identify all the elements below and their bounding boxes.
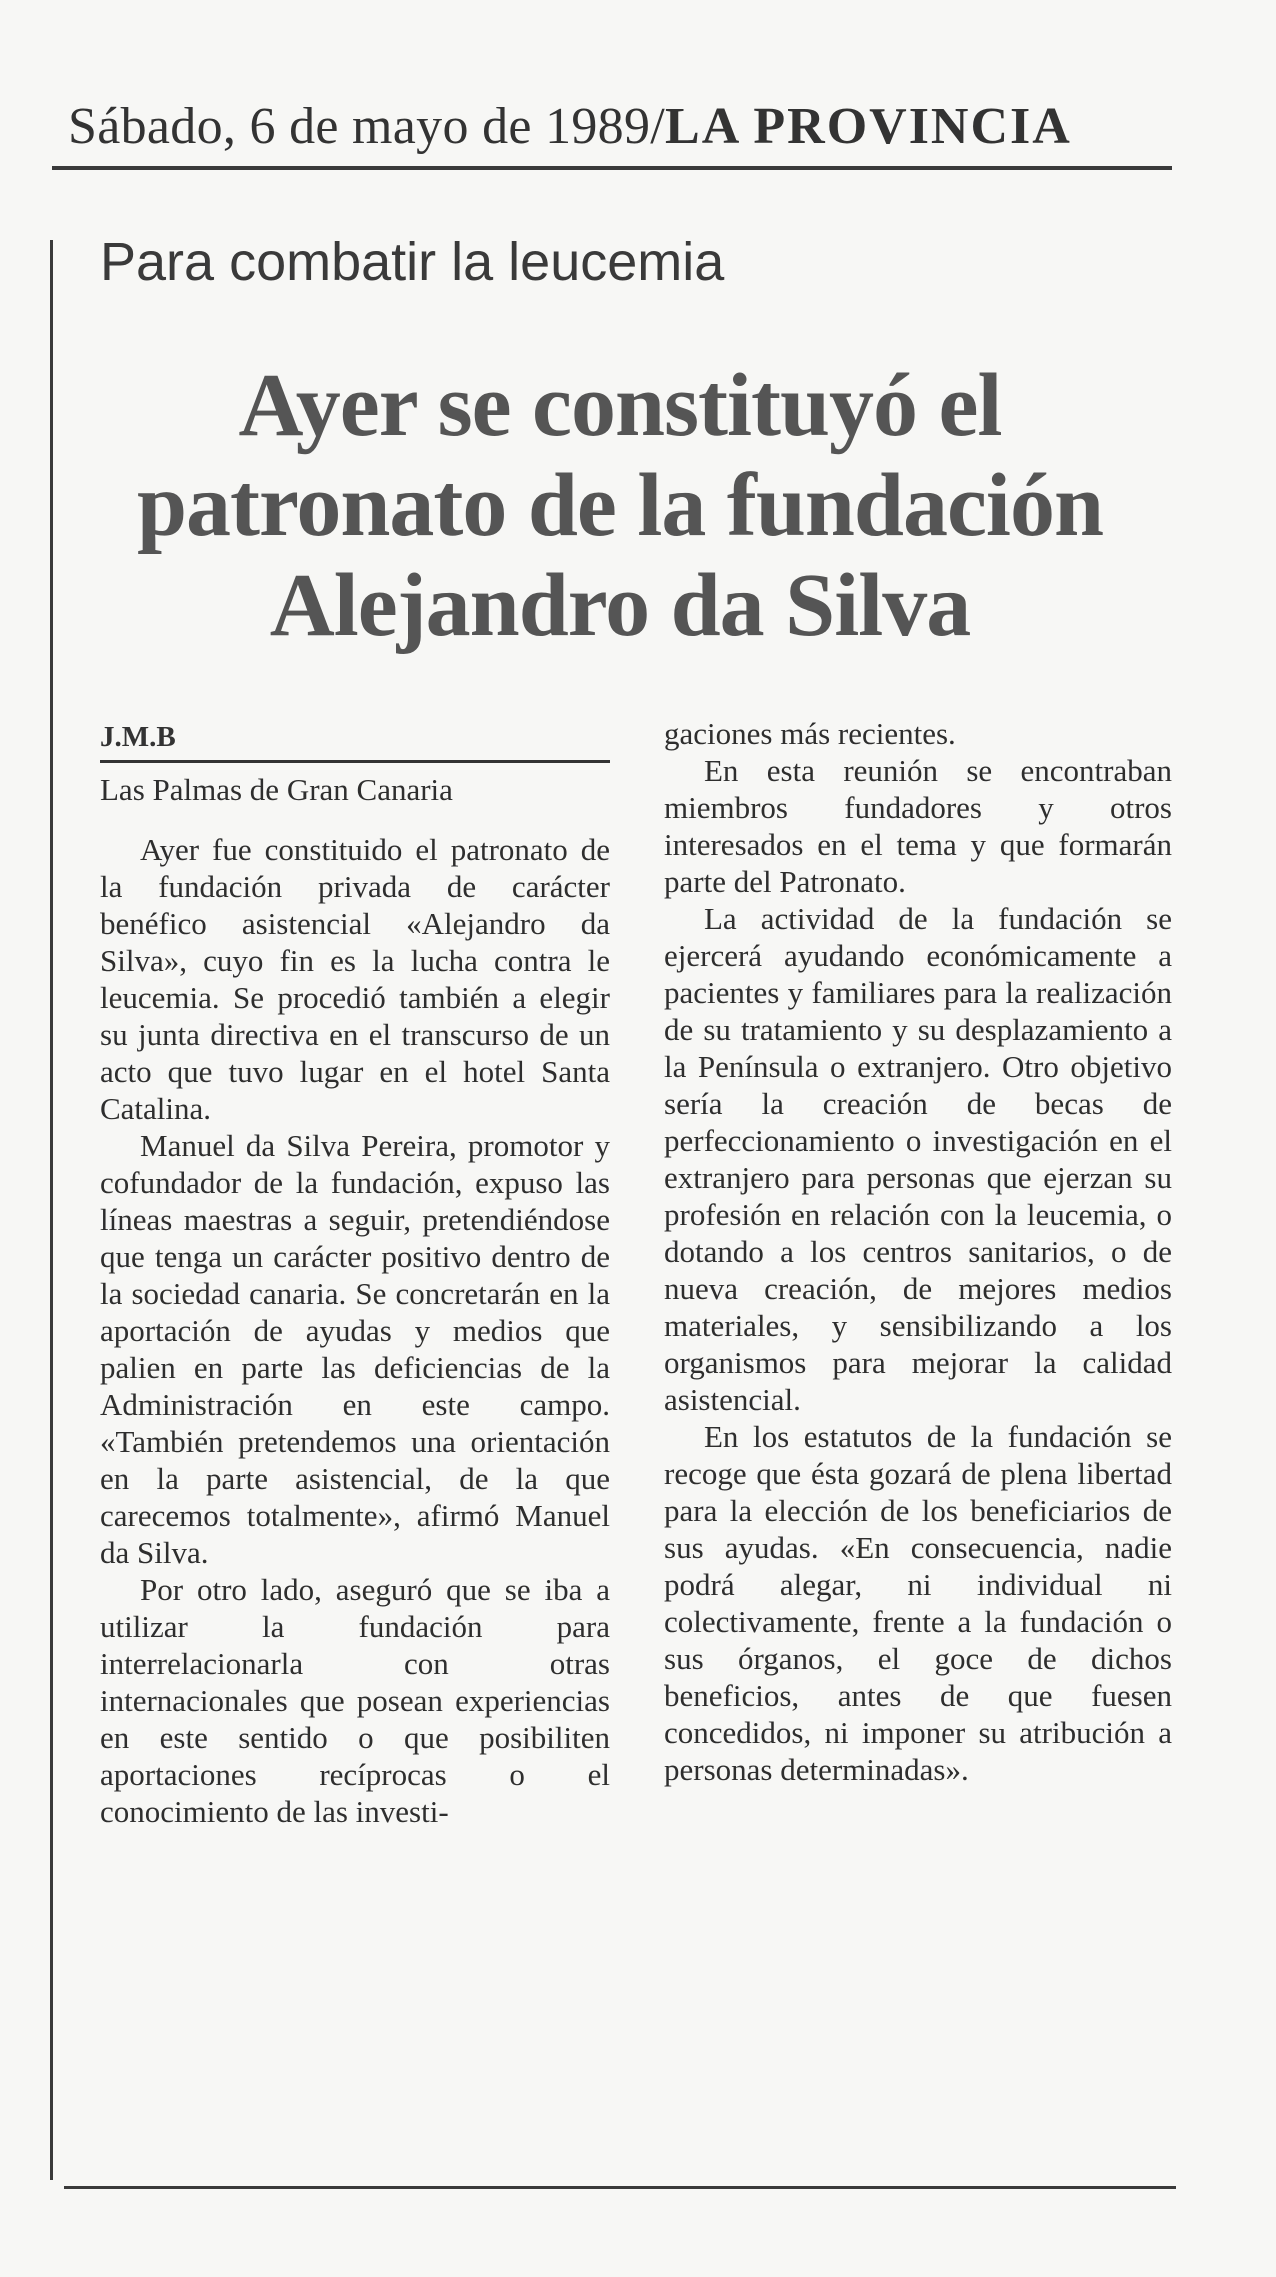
- byline: J.M.B: [100, 721, 176, 753]
- article-headline: [70, 356, 1170, 656]
- dateline: Las Palmas de Gran Canaria: [100, 772, 453, 807]
- newspaper-name: LA PROVINCIA: [665, 98, 1072, 155]
- masthead-rule: [52, 166, 1172, 170]
- paragraph: Ayer fue constituido el patronato de la fundación privada de carácter benéfico asistencial «Alejandro da Silva», cuyo fin es la lucha contra le leucemia. Se procedió también a elegir su junta directiva en el transcurso de un acto que tuvo lugar en el hotel Santa Catalina.: [100, 832, 610, 1126]
- headline-line: patronato de la fundación: [136, 456, 1103, 555]
- masthead: [68, 92, 1170, 162]
- paragraph: Manuel da Silva Pereira, promotor y cofundador de la fundación, expuso las líneas maestras a seguir, pretendiéndose que tenga un carácter positivo dentro de la sociedad canaria. Se concretarán en la aportación de ayudas y medios que palien en parte las deficiencias de la Administración en este campo. «También pretendemos una orientación en la parte asistencial, de la que carecemos totalmente», afirmó Manuel da Silva.: [100, 1128, 610, 1570]
- article-bottom-rule: [64, 2186, 1176, 2189]
- article-column-left: [100, 718, 610, 1830]
- paragraph: En esta reunión se encontraban miembros fundadores y otros interesados en el tema y que formarán parte del Patronato.: [664, 753, 1172, 899]
- byline-rule: [100, 760, 610, 763]
- paragraph: Por otro lado, aseguró que se iba a utilizar la fundación para interrelacionarla con otras internacionales que posean experiencias en este sentido o que posibiliten aportaciones recíprocas o el conocimiento de las investi-: [100, 1572, 610, 1829]
- article-column-right: [664, 715, 1172, 1788]
- issue-date: Sábado, 6 de mayo de 1989/: [68, 98, 666, 155]
- paragraph: La actividad de la fundación se ejercerá ayudando económicamente a pacientes y familiares para la realización de su tratamiento y su desplazamiento a la Península o extranjero. Otro objetivo sería la creación de becas de perfeccionamiento o investigación en el extranjero para personas que ejerzan su profesión en relación con la leucemia, o dotando a los centros sanitarios, o de nueva creación, de mejores medios materiales, y sensibilizando a los organismos para mejorar la calidad asistencial.: [664, 901, 1172, 1417]
- article-kicker: Para combatir la leucemia: [100, 232, 725, 292]
- article-left-rule: [50, 240, 53, 2180]
- headline-line: Ayer se constituyó el: [238, 356, 1002, 455]
- headline-line: Alejandro da Silva: [269, 556, 971, 655]
- paragraph-continuation: gaciones más recientes.: [664, 716, 956, 751]
- paragraph: En los estatutos de la fundación se recoge que ésta gozará de plena libertad para la elección de los beneficiarios de sus ayudas. «En consecuencia, nadie podrá alegar, ni individual ni colectivamente, frente a la fundación o sus órganos, el goce de dichos beneficios, antes de que fuesen concedidos, ni imponer su atribución a personas determinadas».: [664, 1419, 1172, 1787]
